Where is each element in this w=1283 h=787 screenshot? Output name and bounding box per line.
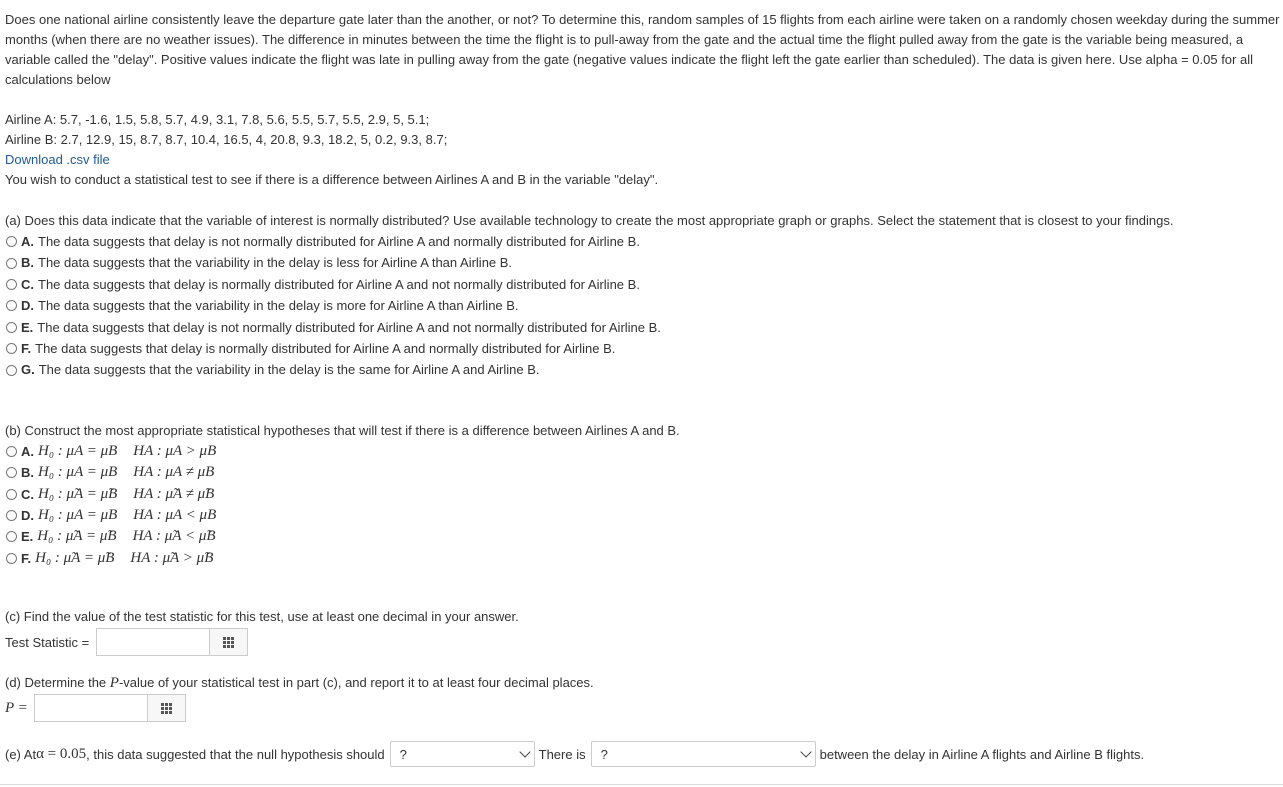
chevron-down-icon	[800, 746, 811, 757]
alternative-hypothesis: HA : μA > μB	[133, 442, 217, 459]
null-hypothesis: H₀ : μ̃A = μ̃B	[35, 549, 115, 566]
part-e-row: (e) At α = 0.05 , this data suggested that the null hypothesis should ? There is ? between the delay in Airline A flights and Airline B flights.	[5, 741, 1280, 767]
alternative-hypothesis: HA : μA < μB	[133, 506, 217, 523]
p-value-input[interactable]	[34, 694, 148, 722]
radio-button[interactable]	[6, 510, 17, 521]
part-a-option-e[interactable]: E. The data suggests that delay is not normally distributed for Airline A and not normally distributed for Airline B.	[5, 317, 1280, 338]
chevron-down-icon	[519, 746, 530, 757]
test-statistic-input[interactable]	[96, 628, 210, 656]
question-content	[5, 10, 1280, 767]
null-hypothesis: H₀ : μA = μB	[38, 464, 118, 481]
part-b-option-b[interactable]: B. H₀ : μA = μB HA : μA ≠ μB	[5, 462, 1280, 483]
part-b-option-e[interactable]: E. H₀ : μ̃A = μ̃B HA : μ̃A < μ̃B	[5, 526, 1280, 547]
part-b-options	[5, 441, 1280, 569]
radio-button[interactable]	[6, 236, 17, 247]
radio-button[interactable]	[6, 258, 17, 269]
airline-b-data: Airline B: 2.7, 12.9, 15, 8.7, 8.7, 10.4, 16.5, 4, 20.8, 9.3, 18.2, 5, 0.2, 9.3, 8.7;	[5, 132, 448, 147]
alternative-hypothesis: HA : μA ≠ μB	[133, 464, 215, 481]
divider	[0, 784, 1283, 785]
radio-button[interactable]	[6, 279, 17, 290]
alternative-hypothesis: HA : μ̃A > μ̃B	[130, 549, 214, 566]
null-hypothesis: H₀ : μA = μB	[38, 506, 118, 523]
radio-button[interactable]	[6, 553, 17, 564]
part-a-option-g[interactable]: G. The data suggests that the variability in the delay is the same for Airline A and Airline B.	[5, 359, 1280, 380]
radio-button[interactable]	[6, 446, 17, 457]
part-c-question: (c) Find the value of the test statistic for this test, use at least one decimal in your answer.	[5, 609, 519, 625]
part-b-question: (b) Construct the most appropriate statistical hypotheses that will test if there is a difference between Airlines A and B.	[5, 422, 680, 438]
part-d-question: (d) Determine the P-value of your statistical test in part (c), and report it to at least four decimal places.	[5, 675, 594, 692]
airline-a-data: Airline A: 5.7, -1.6, 1.5, 5.8, 5.7, 4.9, 3.1, 7.8, 5.6, 5.5, 5.7, 5.5, 2.9, 5, 5.1;	[5, 112, 430, 127]
p-value-label: P =	[5, 699, 28, 716]
radio-button[interactable]	[6, 467, 17, 478]
test-statistic-label: Test Statistic =	[5, 634, 90, 650]
alpha-value: α = 0.05	[36, 745, 87, 762]
null-hypothesis: H₀ : μ̃A = μ̃B	[37, 528, 117, 545]
math-keypad-icon[interactable]	[210, 628, 248, 656]
part-a-option-a[interactable]: A. The data suggests that delay is not normally distributed for Airline A and normally distributed for Airline B.	[5, 231, 1280, 252]
radio-button[interactable]	[6, 531, 17, 542]
part-a-option-c[interactable]: C. The data suggests that delay is normally distributed for Airline A and not normally distributed for Airline B.	[5, 274, 1280, 295]
evidence-conclusion-select[interactable]: ?	[591, 741, 816, 767]
test-goal-text: You wish to conduct a statistical test to see if there is a difference between Airlines A and B in the variable "delay".	[5, 172, 659, 187]
intro-paragraph: Does one national airline consistently leave the departure gate later than the another, or not? To determine this, random samples of 15 flights from each airline were taken on a randomly chosen weekday during the summer months (when there are no weather issues). The difference in minutes between the time the flight is to pull-away from the gate and the actual time the flight pulled away from the gate is the variable being measured, a variable called the "delay". Positive values indicate the flight was late in pulling away from the gate (negative values indicate the flight left the gate earlier than scheduled). The data is given here. Use alpha = 0.05 for all calculations below	[5, 12, 1280, 87]
null-hypothesis: H₀ : μA = μB	[38, 442, 118, 459]
part-b-option-c[interactable]: C. H₀ : μ̃A = μ̃B HA : μ̃A ≠ μ̃B	[5, 484, 1280, 505]
radio-button[interactable]	[6, 300, 17, 311]
radio-button[interactable]	[6, 343, 17, 354]
p-value-row	[5, 693, 1280, 723]
part-a-option-b[interactable]: B. The data suggests that the variability in the delay is less for Airline A than Airline B.	[5, 252, 1280, 273]
part-a-options	[5, 231, 1280, 381]
part-a-question: (a) Does this data indicate that the variable of interest is normally distributed? Use available technology to create the most appropriate graph or graphs. Select the statement that is closest to your findings.	[5, 213, 1174, 228]
part-a-option-f[interactable]: F. The data suggests that delay is normally distributed for Airline A and normally distributed for Airline B.	[5, 338, 1280, 359]
download-csv-link[interactable]: Download .csv file	[5, 152, 110, 167]
part-b-option-a[interactable]: A. H₀ : μA = μB HA : μA > μB	[5, 441, 1280, 462]
null-hypothesis-decision-select[interactable]: ?	[390, 741, 535, 767]
radio-button[interactable]	[6, 365, 17, 376]
radio-button[interactable]	[6, 489, 17, 500]
test-statistic-row	[5, 627, 1280, 657]
alternative-hypothesis: HA : μ̃A ≠ μ̃B	[133, 485, 215, 502]
radio-button[interactable]	[6, 322, 17, 333]
math-keypad-icon[interactable]	[148, 694, 186, 722]
null-hypothesis: H₀ : μ̃A = μ̃B	[38, 485, 118, 502]
part-b-option-d[interactable]: D. H₀ : μA = μB HA : μA < μB	[5, 505, 1280, 526]
alternative-hypothesis: HA : μ̃A < μ̃B	[132, 528, 216, 545]
part-a-option-d[interactable]: D. The data suggests that the variability in the delay is more for Airline A than Airline B.	[5, 295, 1280, 316]
part-b-option-f[interactable]: F. H₀ : μ̃A = μ̃B HA : μ̃A > μ̃B	[5, 548, 1280, 569]
